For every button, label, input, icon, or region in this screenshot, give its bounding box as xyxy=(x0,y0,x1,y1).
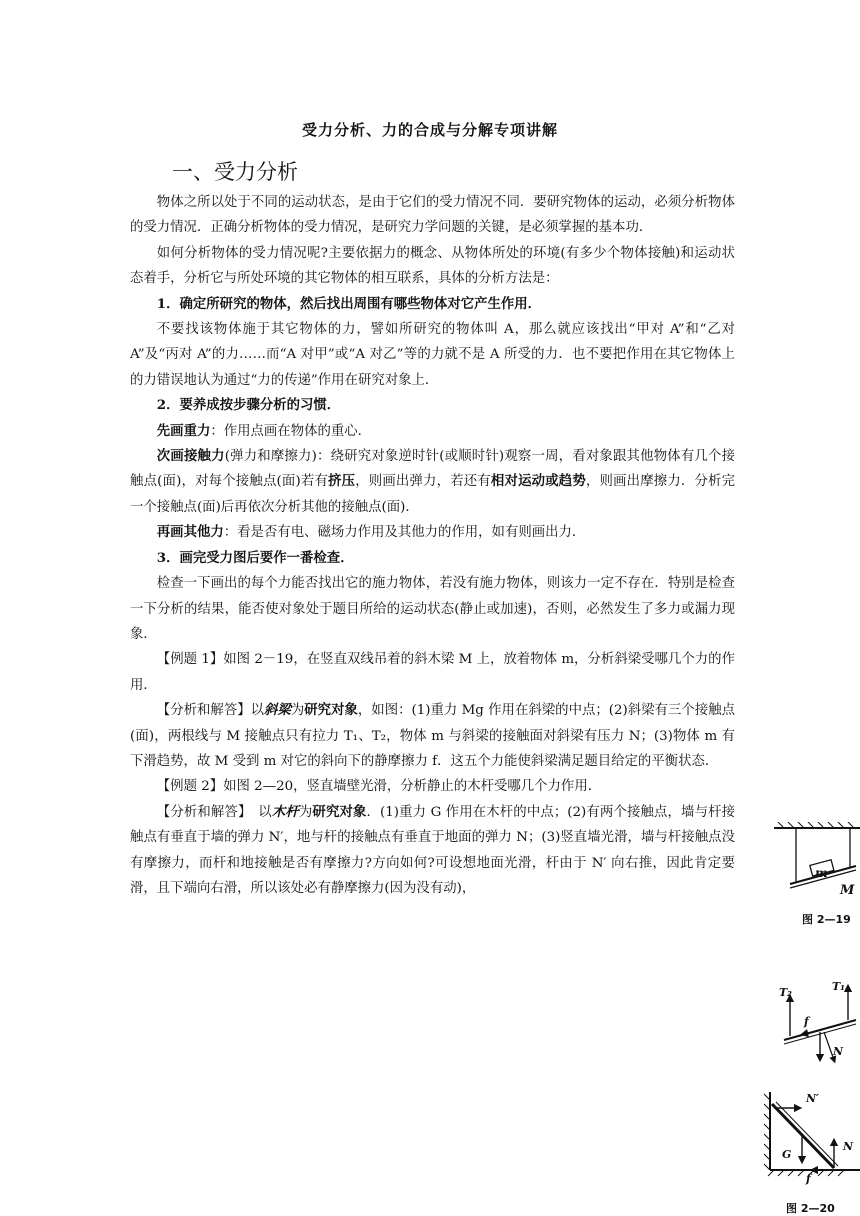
body-text xyxy=(130,190,735,901)
answer-2-object: 木杆 xyxy=(271,803,299,820)
figure-2-20-label-f: f xyxy=(806,1172,811,1185)
other-text: ：看是否有电、磁场力作用及其他力的作用，如有则画出力． xyxy=(223,525,586,541)
contact-paren: (弹力和摩擦力) xyxy=(224,449,317,465)
contact-label: 次画接触力 xyxy=(156,448,225,465)
figure-2-20-label-G: G xyxy=(782,1148,792,1161)
force-label-T2: T₂ xyxy=(779,986,793,999)
force-label-T1: T₁ xyxy=(832,980,846,993)
other-label: 再画其他力 xyxy=(156,524,224,541)
step-2-heading: 2．要养成按步骤分析的习惯． xyxy=(156,397,341,414)
answer-2-for: 为 xyxy=(298,804,313,820)
force-label-N: N xyxy=(833,1045,844,1058)
paragraph-check: 检查一下画出的每个力能否找出它的施力物体，若没有施力物体，则该力一定不存在．特别是检查一下分析的结果，能否使对象处于题目所给的运动状态(静止或加速)，否则，必然发生了多力或漏力现象． xyxy=(130,576,735,642)
section-heading: 一、受力分析 xyxy=(172,160,298,184)
force-label-f: f xyxy=(804,1015,809,1028)
answer-1-for: 为 xyxy=(290,703,305,719)
contact-text-2: ，则画出弹力，若还有 xyxy=(355,474,491,490)
figure-2-20-label-N1: N′ xyxy=(806,1092,819,1105)
gravity-label: 先画重力 xyxy=(156,422,211,439)
contact-text-1: ：绕研究对象逆时针(或顺时针)观察一周，看对象跟其他物体有几个接触点(面)，对每个接触点(面)若有 xyxy=(130,449,736,490)
figure-2-19-label-M: M xyxy=(840,883,855,898)
figure-2-20-caption: 图 2—20 xyxy=(786,1202,835,1215)
figure-2-19-label-m: m xyxy=(815,866,828,880)
answer-1-text: ，如图：(1)重力 Mg 作用在斜梁的中点；(2)斜梁有三个接触点(面)，两根线与 M 接触点只有拉力 T₁、T₂，物体 m 与斜梁的接触面对斜梁有压力 N；(3)物体 m 有下滑趋势，故 M 受到 m 对它的斜向下的静摩擦力 f．这五个力能使斜梁满足题目给定的平衡状态． xyxy=(130,703,735,769)
contact-bold-2: 相对运动或趋势 xyxy=(490,473,586,490)
answer-2-research: 研究对象 xyxy=(312,803,367,820)
answer-2-text: ．(1)重力 G 作用在木杆的中点；(2)有两个接触点，墙与杆接触点有垂直于墙的弹力 N′，地与杆的接触点有垂直于地面的弹力 N；(3)竖直墙光滑，墙与杆接触点没有摩擦力，而杆和地接触是否有摩擦力?方向如何?可设想地面光滑，杆由于 N′ 向右推，因此肯定要滑，且下端向右滑，所以该处必有静摩擦力(因为没有动)， xyxy=(130,804,736,896)
answer-1 xyxy=(130,698,735,774)
contact-text-3: ，则画出摩擦力．分析完一个接触点(面)后再依次分析其他的接触点(面)． xyxy=(130,474,736,515)
answer-1-object: 斜梁 xyxy=(264,702,291,719)
answer-2-head: 【分析和解答】 以 xyxy=(156,804,272,820)
example-2: 【例题 2】如图 2—20，竖直墙壁光滑，分析静止的木杆受哪几个力作用． xyxy=(156,779,602,795)
answer-1-head: 【分析和解答】以 xyxy=(156,703,265,719)
paragraph-contact xyxy=(130,444,735,520)
figure-2-19-caption: 图 2—19 xyxy=(802,913,851,926)
gravity-text: ：作用点画在物体的重心． xyxy=(210,423,372,439)
contact-bold-1: 挤压 xyxy=(328,473,356,490)
paragraph-intro: 物体之所以处于不同的运动状态，是由于它们的受力情况不同．要研究物体的运动，必须分析物体的受力情况．正确分析物体的受力情况，是研究力学问题的关键，是必须掌握的基本功． xyxy=(130,195,735,236)
step-1-heading: 1．确定所研究的物体，然后找出周围有哪些物体对它产生作用． xyxy=(156,295,542,312)
paragraph-other xyxy=(130,520,735,545)
answer-1-research: 研究对象 xyxy=(304,702,358,719)
figure-2-20-label-N: N xyxy=(843,1140,854,1153)
document-title: 受力分析、力的合成与分解专项讲解 xyxy=(301,121,558,139)
paragraph-step-1: 不要找该物体施于其它物体的力，譬如所研究的物体叫 A，那么就应该找出“甲对 A”和“乙对 A”及“丙对 A”的力……而“A 对甲”或“A 对乙”等的力就不是 A 所受的力．也不要把作用在其它物体上的力错误地认为通过“力的传递”作用在研究对象上． xyxy=(130,322,735,388)
answer-2 xyxy=(130,800,735,902)
paragraph-method: 如何分析物体的受力情况呢?主要依据力的概念、从物体所处的环境(有多少个物体接触)和运动状态着手，分析它与所处环境的其它物体的相互联系，具体的分析方法是： xyxy=(130,245,735,287)
example-1: 【例题 1】如图 2－19，在竖直双线吊着的斜木梁 M 上，放着物体 m，分析斜梁受哪几个力的作用． xyxy=(130,652,735,693)
step-3-heading: 3．画完受力图后要作一番检查． xyxy=(156,549,354,566)
paragraph-gravity xyxy=(130,419,735,444)
